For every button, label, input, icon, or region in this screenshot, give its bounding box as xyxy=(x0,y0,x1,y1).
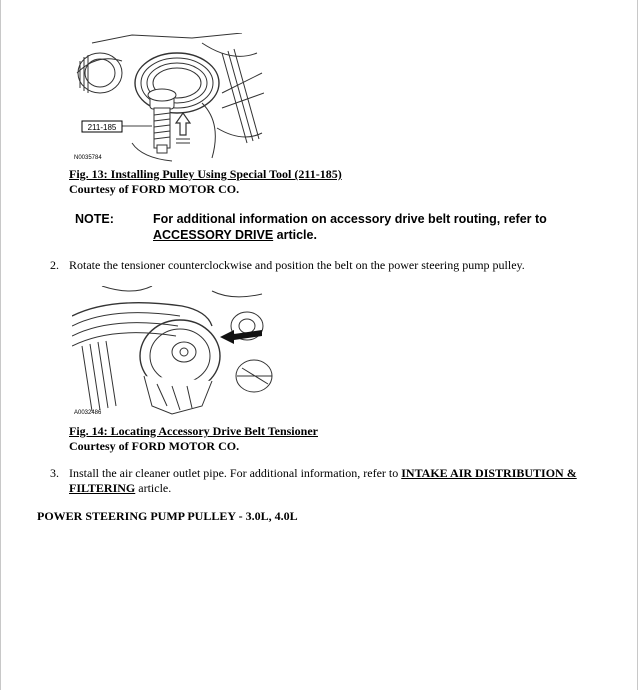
figure-14-title[interactable]: Fig. 14: Locating Accessory Drive Belt Tensioner xyxy=(69,424,318,438)
figure-14-credit: Courtesy of FORD MOTOR CO. xyxy=(69,439,240,453)
drawing-id-13: N0035784 xyxy=(74,155,102,161)
figure-14-caption xyxy=(69,424,318,454)
tool-number-label: 211-185 xyxy=(87,123,117,132)
step-3-text xyxy=(69,466,609,496)
step-3-number: 3. xyxy=(50,466,59,480)
drawing-id-14: A0032486 xyxy=(74,410,102,416)
figure-13-illustration xyxy=(72,33,264,165)
note-label: NOTE: xyxy=(75,212,114,226)
figure-14-illustration xyxy=(72,286,277,418)
pulley-install-drawing xyxy=(72,33,264,165)
note-text xyxy=(153,211,593,243)
figure-13-credit: Courtesy of FORD MOTOR CO. xyxy=(69,182,240,196)
figure-13-title[interactable]: Fig. 13: Installing Pulley Using Special Tool (211-185) xyxy=(69,167,342,181)
figure-13-caption xyxy=(69,167,342,197)
note-text-before: For additional information on accessory drive belt routing, refer to xyxy=(153,212,547,226)
step-3-text-after: article. xyxy=(135,481,172,495)
accessory-drive-link[interactable]: ACCESSORY DRIVE xyxy=(153,228,274,242)
step-3-text-before: Install the air cleaner outlet pipe. For additional information, refer to xyxy=(69,466,402,480)
intake-air-link-line1[interactable]: INTAKE AIR DISTRIBUTION & xyxy=(401,466,577,480)
step-2-number: 2. xyxy=(50,258,59,272)
step-2-text: Rotate the tensioner counterclockwise and position the belt on the power steering pump pulley. xyxy=(69,258,525,272)
section-heading: POWER STEERING PUMP PULLEY - 3.0L, 4.0L xyxy=(37,509,298,523)
intake-air-link-line2[interactable]: FILTERING xyxy=(69,481,136,495)
tensioner-drawing xyxy=(72,286,277,418)
note-text-after: article. xyxy=(273,228,317,242)
